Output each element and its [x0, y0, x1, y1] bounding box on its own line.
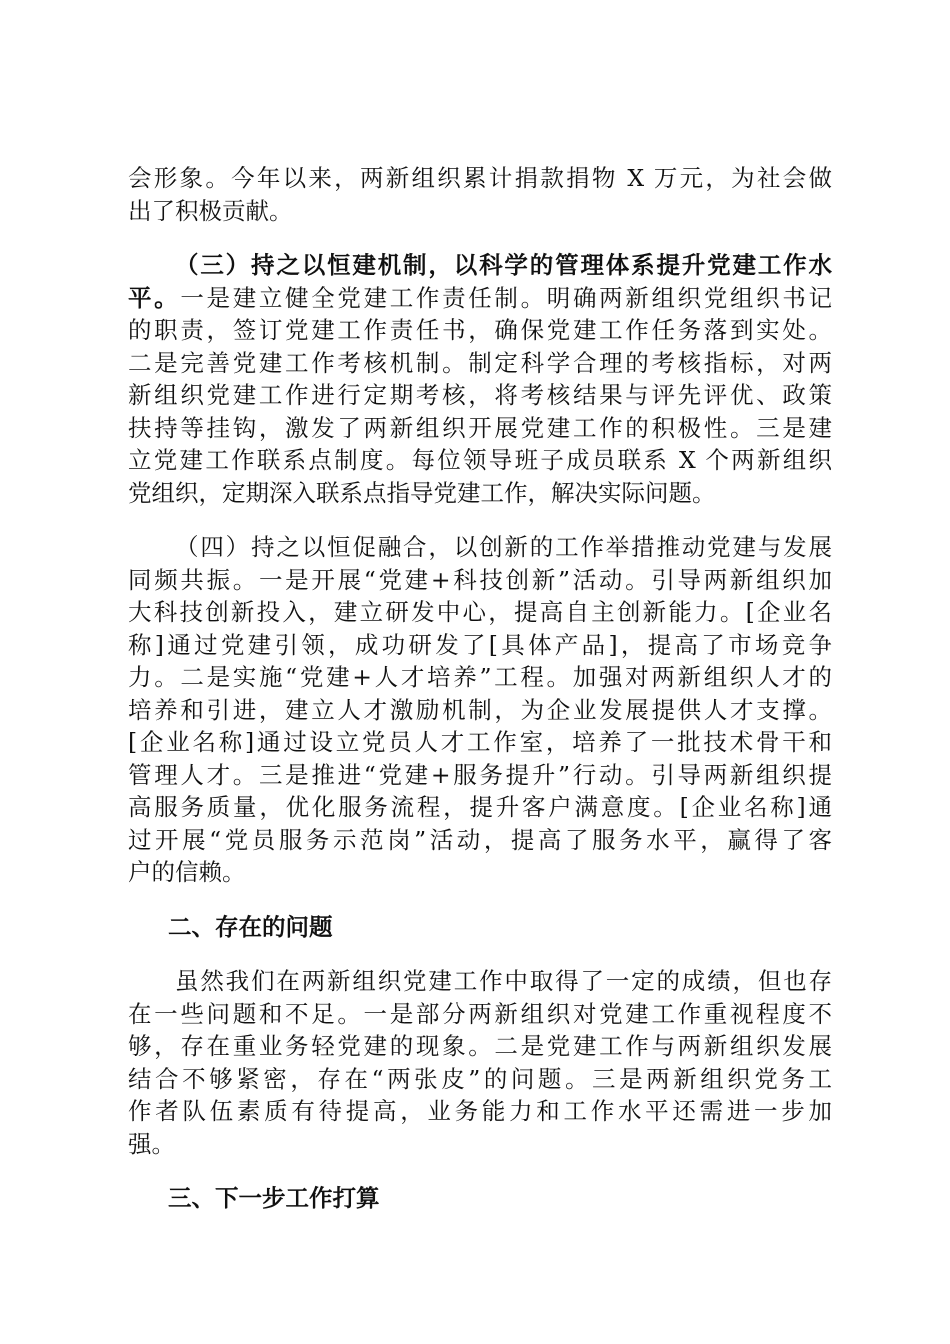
document-body: [128, 162, 832, 1215]
text-fragment: 一是建立健全党建工作责任制。明确两新组织党组织书记: [180, 283, 833, 312]
text-line: （四）持之以恒促融合，以创新的工作举措推动党建与发展: [175, 533, 832, 561]
section-subheading-tail: 平。: [128, 283, 181, 312]
text-line: [128, 282, 832, 315]
text-line: 立党建工作联系点制度。每位领导班子成员联系 X 个两新组织: [128, 446, 832, 474]
text-line: 过开展“党员服务示范岗”活动，提高了服务水平，赢得了客: [128, 825, 832, 854]
text-line: 高服务质量，优化服务流程，提升客户满意度。[企业名称]通: [128, 793, 832, 821]
text-line: 培养和引进，建立人才激励机制，为企业发展提供人才支撑。: [128, 695, 832, 724]
text-line: 的职责，签订党建工作责任书，确保党建工作任务落到实处。: [128, 316, 832, 344]
text-line: 虽然我们在两新组织党建工作中取得了一定的成绩，但也存: [175, 967, 832, 995]
text-line: 扶持等挂钩，激发了两新组织开展党建工作的积极性。三是建: [128, 413, 832, 442]
text-line: 作者队伍素质有待提高，业务能力和工作水平还需进一步加: [128, 1097, 832, 1125]
paragraph-problems: [128, 965, 832, 1160]
text-line: 管理人才。三是推进“党建+服务提升”行动。引导两新组织提: [128, 760, 832, 789]
text-line: [企业名称]通过设立党员人才工作室，培养了一批技术骨干和: [128, 728, 832, 756]
text-line: 同频共振。一是开展“党建+科技创新”活动。引导两新组织加: [128, 565, 832, 594]
text-line: 大科技创新投入，建立研发中心，提高自主创新能力。[企业名: [128, 598, 832, 626]
text-line: 够，存在重业务轻党建的现象。二是党建工作与两新组织发展: [128, 1032, 832, 1060]
text-line: 二是完善党建工作考核机制。制定科学合理的考核指标，对两: [128, 348, 832, 377]
section-heading-next-steps: 三、下一步工作打算: [168, 1184, 380, 1212]
section-subheading: （三）持之以恒建机制，以科学的管理体系提升党建工作水: [175, 251, 832, 279]
text-line: 称]通过党建引领，成功研发了[具体产品]，提高了市场竞争: [128, 630, 832, 659]
text-line: 新组织党建工作进行定期考核，将考核结果与评先评优、政策: [128, 381, 832, 409]
text-line: 强。: [128, 1129, 175, 1158]
text-line: 出了积极贡献。: [128, 196, 293, 225]
text-line: 党组织，定期深入联系点指导党建工作，解决实际问题。: [128, 478, 716, 507]
text-line: 会形象。今年以来，两新组织累计捐款捐物 X 万元，为社会做: [128, 164, 832, 192]
paragraph-integration: [128, 531, 832, 889]
paragraph-mechanism: [128, 249, 832, 509]
text-line: 在一些问题和不足。一是部分两新组织对党建工作重视程度不: [128, 999, 832, 1028]
section-heading-problems: 二、存在的问题: [168, 912, 333, 941]
paragraph-donations: [128, 162, 832, 227]
text-line: 力。二是实施“党建+人才培养”工程。加强对两新组织人才的: [128, 663, 832, 691]
text-line: 户的信赖。: [128, 858, 246, 886]
text-line: 结合不够紧密，存在“两张皮”的问题。三是两新组织党务工: [128, 1064, 832, 1093]
